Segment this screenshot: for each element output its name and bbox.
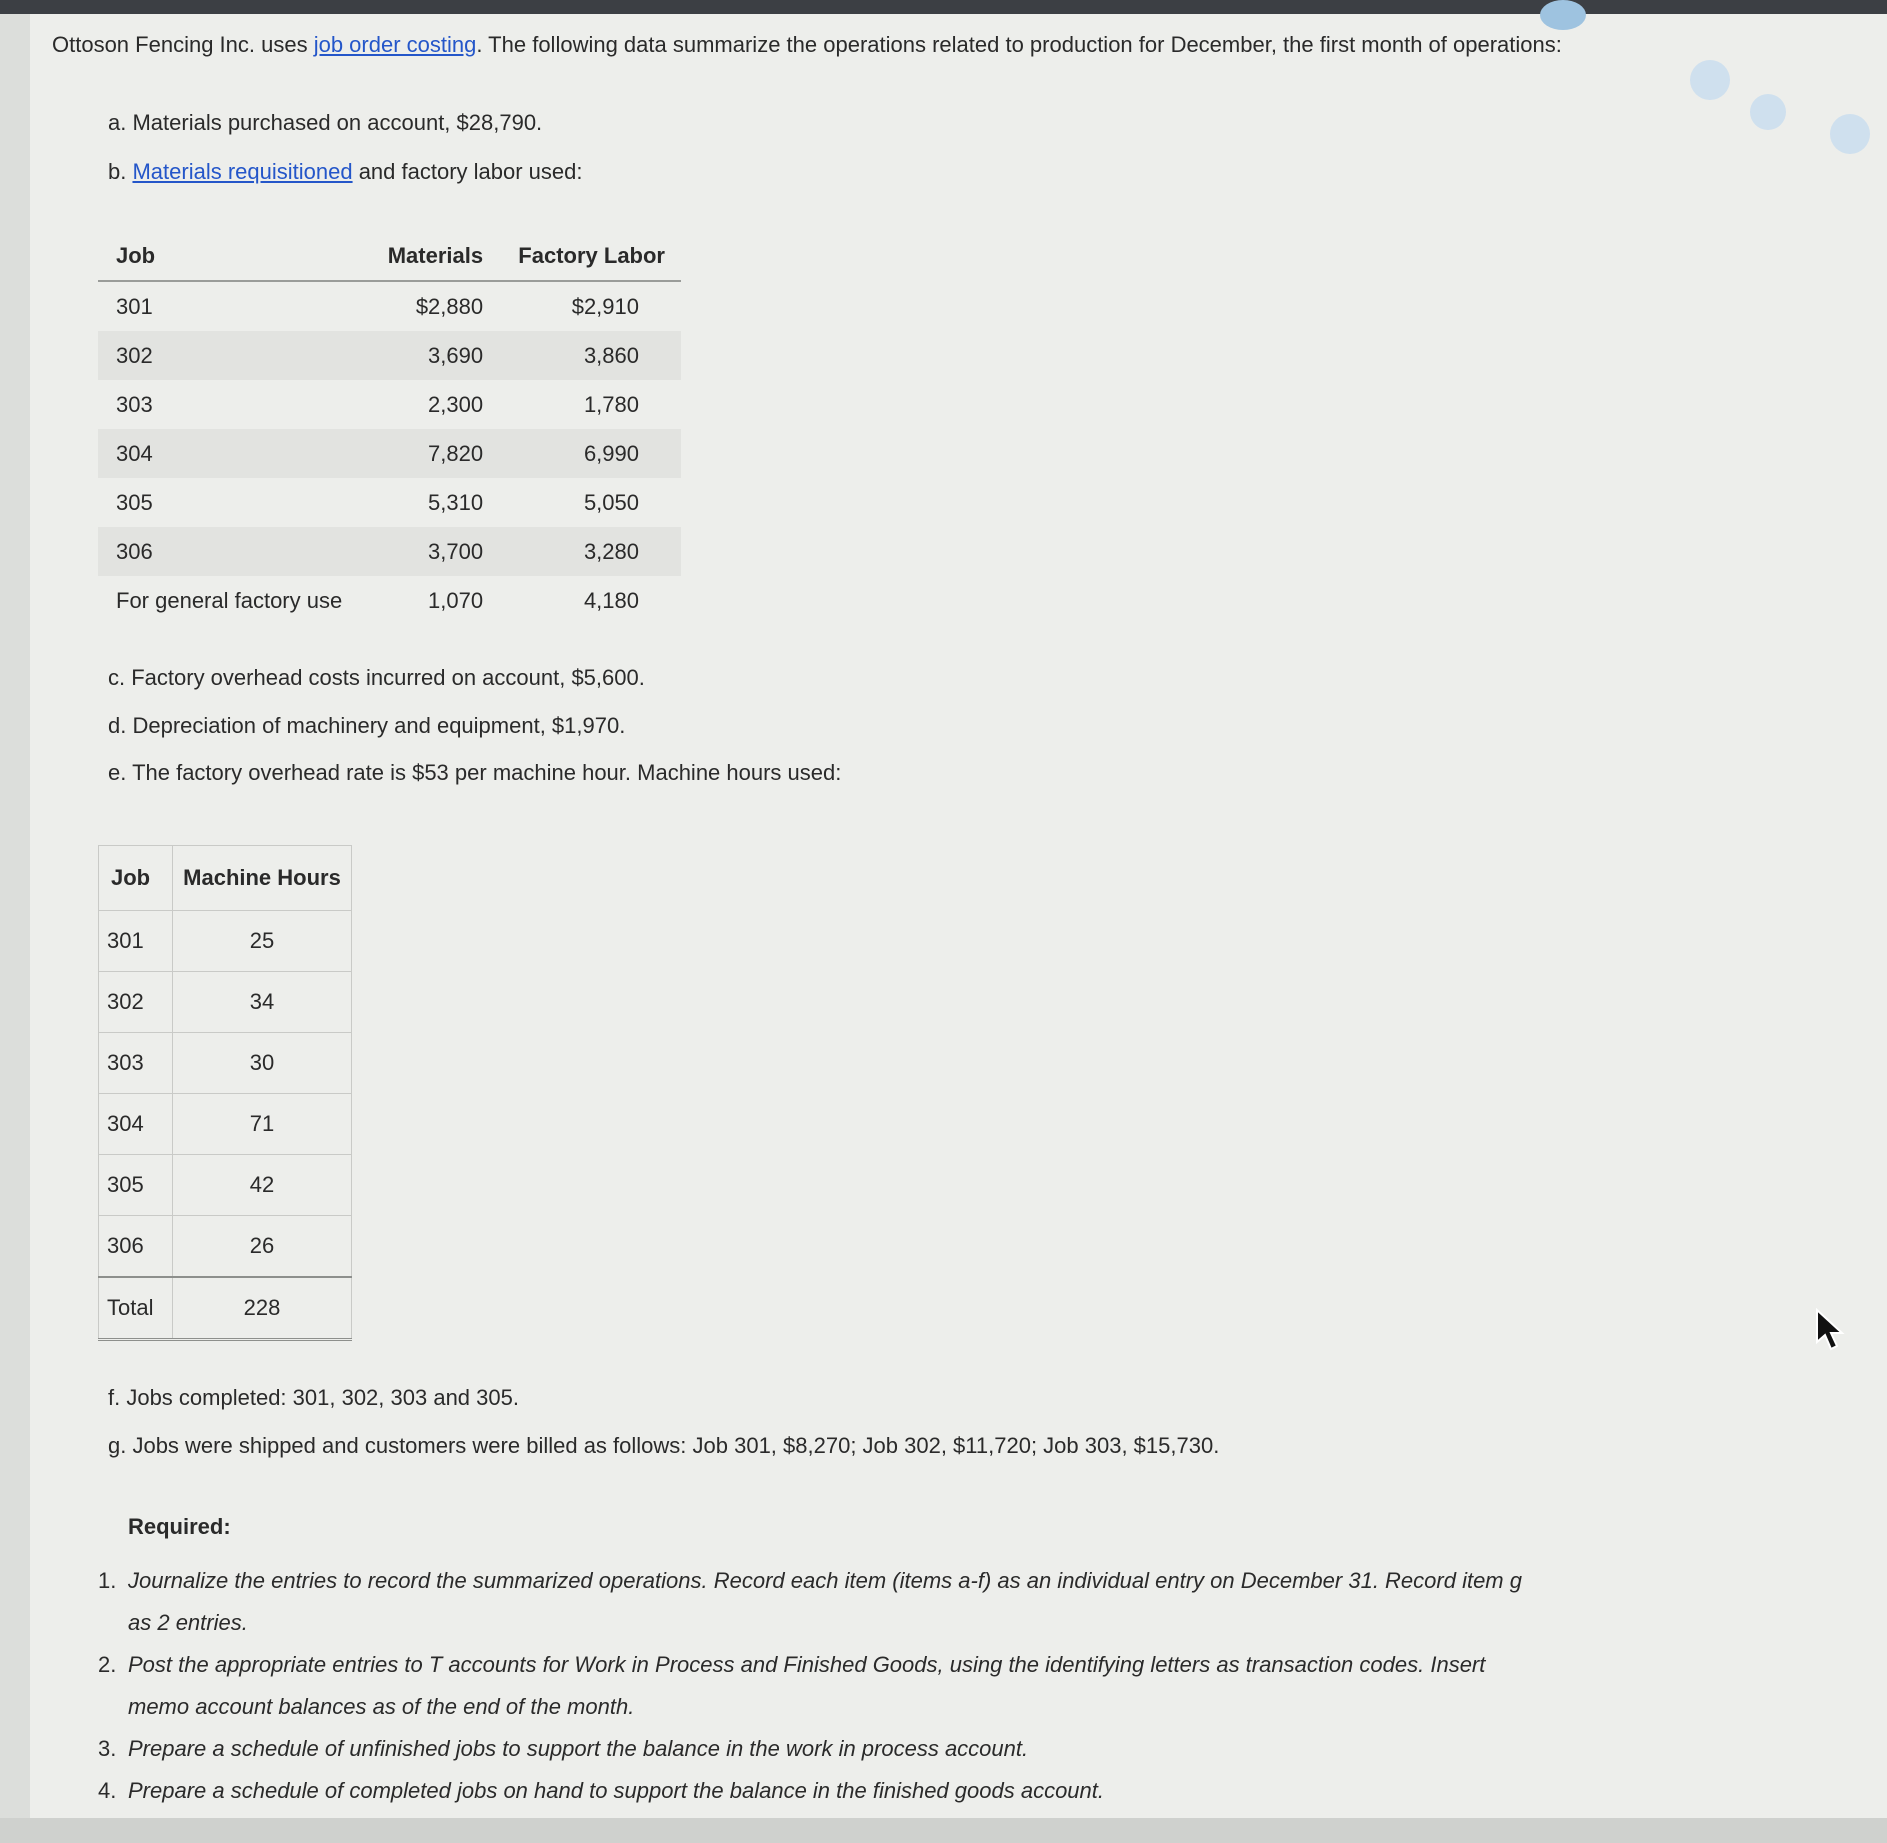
item-d: d. Depreciation of machinery and equipment, $1,970.	[108, 713, 626, 738]
materials-requisitioned-link[interactable]: Materials requisitioned	[132, 159, 353, 184]
factory-labor-cell: 1,780	[583, 391, 639, 417]
factory-labor-cell: 3,860	[503, 331, 681, 380]
item-g: g. Jobs were shipped and customers were billed as follows: Job 301, $8,270; Job 302, $11,720; Job 303, $15,730.	[108, 1433, 1220, 1458]
table-row	[99, 972, 352, 1033]
materials-cell: 7,820	[364, 429, 503, 478]
table-header-row	[98, 232, 681, 281]
table-row	[98, 380, 681, 429]
job-cell: 306	[98, 527, 364, 576]
table-row	[98, 281, 681, 331]
factory-labor-cell: 4,180	[583, 587, 639, 613]
table-row	[99, 1216, 352, 1278]
total-row	[99, 1277, 352, 1340]
job-cell: 303	[99, 1033, 173, 1094]
column-header-machine-hours: Machine Hours	[173, 846, 352, 911]
table-header-row	[99, 846, 352, 911]
job-cell: For general factory use	[116, 587, 343, 613]
job-cell: 303	[116, 391, 153, 417]
item-a: a. Materials purchased on account, $28,790.	[108, 110, 543, 135]
required-item	[98, 1560, 1538, 1644]
required-item-text: Prepare a schedule of unfinished jobs to support the balance in the work in process account.	[128, 1736, 1029, 1761]
job-cell: 301	[99, 911, 173, 972]
job-cell: 305	[99, 1155, 173, 1216]
job-cell: 302	[99, 972, 173, 1033]
required-item	[98, 1770, 1538, 1812]
decorative-blob	[1830, 114, 1870, 154]
materials-labor-table	[98, 232, 681, 625]
job-cell: 306	[99, 1216, 173, 1278]
window-top-edge	[0, 0, 1887, 14]
total-label-cell: Total	[99, 1277, 173, 1340]
intro-text: Ottoson Fencing Inc. uses	[52, 32, 314, 57]
job-cell: 304	[99, 1094, 173, 1155]
column-header-job: Job	[98, 232, 364, 281]
machine-hours-cell: 26	[173, 1216, 352, 1278]
total-value-cell: 228	[173, 1277, 352, 1340]
machine-hours-cell: 30	[173, 1033, 352, 1094]
table-row	[99, 1094, 352, 1155]
table-row	[98, 527, 681, 576]
required-item-text: Journalize the entries to record the summarized operations. Record each item (items a-f) as an individual entry on December 31. Record item g as 2 entries.	[128, 1568, 1522, 1635]
column-header-factory-labor: Factory Labor	[503, 232, 681, 281]
window-left-edge	[0, 14, 30, 1843]
job-cell: 304	[98, 429, 364, 478]
machine-hours-cell: 42	[173, 1155, 352, 1216]
table-row	[98, 478, 681, 527]
window-bottom-edge	[0, 1818, 1887, 1843]
table-row	[99, 1033, 352, 1094]
factory-labor-cell: 3,280	[503, 527, 681, 576]
required-item-text: Post the appropriate entries to T accounts for Work in Process and Finished Goods, using the identifying letters as transaction codes. Insert memo account balances as of the end of the month.	[128, 1652, 1486, 1719]
table-row	[98, 331, 681, 380]
required-item-number: 1.	[98, 1568, 117, 1593]
column-header-materials: Materials	[364, 232, 503, 281]
decorative-blob	[1750, 94, 1786, 130]
job-cell: 302	[98, 331, 364, 380]
machine-hours-table	[98, 845, 352, 1341]
job-cell: 305	[116, 489, 153, 515]
factory-labor-cell: 6,990	[503, 429, 681, 478]
machine-hours-cell: 71	[173, 1094, 352, 1155]
materials-cell: 2,300	[428, 391, 484, 417]
item-b-suffix: and factory labor used:	[352, 159, 583, 184]
required-item-text: Prepare a schedule of completed jobs on hand to support the balance in the finished goods account.	[128, 1778, 1105, 1803]
factory-labor-cell: $2,910	[571, 293, 639, 319]
materials-cell: 3,700	[364, 527, 503, 576]
required-item	[98, 1644, 1538, 1728]
item-c: c. Factory overhead costs incurred on account, $5,600.	[108, 665, 645, 690]
required-item-number: 2.	[98, 1652, 117, 1677]
mouse-pointer-icon	[1815, 1308, 1845, 1357]
item-b	[108, 157, 583, 187]
materials-cell: 3,690	[364, 331, 503, 380]
column-header-job: Job	[99, 846, 173, 911]
intro-text-continued: . The following data summarize the operations related to production for December, the first month of operations:	[476, 32, 1562, 57]
materials-cell: 1,070	[428, 587, 484, 613]
decorative-blob	[1540, 0, 1586, 30]
item-e: e. The factory overhead rate is $53 per machine hour. Machine hours used:	[108, 760, 842, 785]
job-cell: 301	[116, 293, 153, 319]
table-row	[99, 1155, 352, 1216]
table-row	[99, 911, 352, 972]
job-order-costing-link[interactable]: job order costing	[313, 32, 477, 57]
table-row	[98, 429, 681, 478]
factory-labor-cell: 5,050	[583, 489, 639, 515]
item-b-prefix: b.	[108, 159, 133, 184]
required-list	[98, 1560, 1538, 1812]
problem-intro	[52, 30, 1562, 60]
table-row	[98, 576, 681, 625]
machine-hours-cell: 34	[173, 972, 352, 1033]
item-f: f. Jobs completed: 301, 302, 303 and 305.	[108, 1385, 519, 1410]
materials-cell: $2,880	[415, 293, 484, 319]
required-item	[98, 1728, 1538, 1770]
required-item-number: 3.	[98, 1736, 117, 1761]
machine-hours-cell: 25	[173, 911, 352, 972]
decorative-blob	[1690, 60, 1730, 100]
required-heading: Required:	[128, 1514, 231, 1539]
required-item-number: 4.	[98, 1778, 117, 1803]
materials-cell: 5,310	[428, 489, 484, 515]
